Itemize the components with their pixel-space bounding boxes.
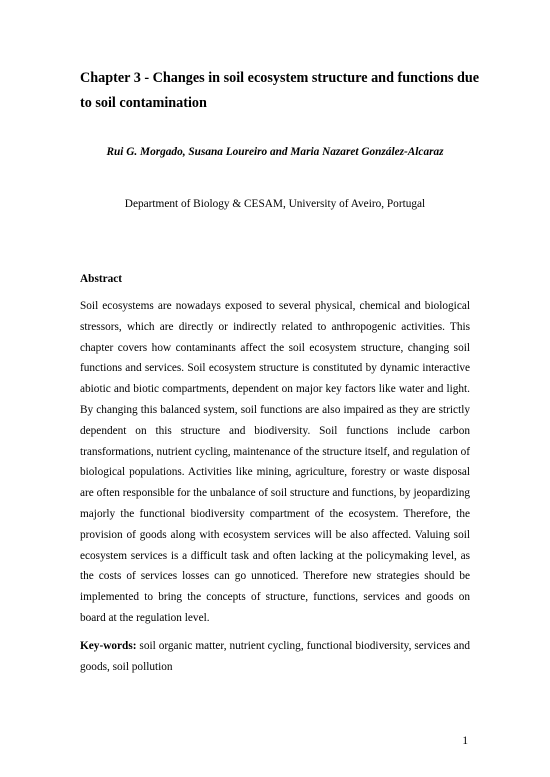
keywords [80, 636, 470, 678]
keywords-label: Key-words: [80, 640, 137, 652]
chapter-title: Chapter 3 - Changes in soil ecosystem structure and functions due to soil contamination [80, 70, 480, 111]
abstract-body: Soil ecosystems are nowadays exposed to several physical, chemical and biological stressors, which are directly or indirectly related to anthropogenic activities. This chapter covers how contaminants affect the soil ecosystem structure, changing soil functions and services. Soil ecosystem structure is constituted by dynamic interactive abiotic and biotic compartments, dependent on major key factors like water and light. By changing this balanced system, soil functions are also impaired as they are strictly dependent on this structure and biodiversity. Soil functions include carbon transformations, nutrient cycling, maintenance of the structure itself, and regulation of biological populations. Activities like mining, agriculture, forestry or waste disposal are often responsible for the unbalance of soil structure and functions, by jeopardizing majorly the functional biodiversity compartment of the ecosystem. Therefore, the provision of goods along with ecosystem services will be also affected. Valuing soil ecosystem services is a difficult task and often lacking at the policymaking level, as the costs of services losses can go unnoticed. Therefore new strategies should be implemented to bring the concepts of structure, functions, services and goods on board at the regulation level. [80, 300, 470, 624]
keywords-text: soil organic matter, nutrient cycling, functional biodiversity, services and goods, soil pollution [80, 640, 470, 673]
author-list: Rui G. Morgado, Susana Loureiro and Maria Nazaret González-Alcaraz [106, 146, 444, 158]
abstract-heading: Abstract [80, 273, 123, 285]
affiliation: Department of Biology & CESAM, University of Aveiro, Portugal [124, 198, 426, 210]
page-number: 1 [462, 735, 468, 747]
